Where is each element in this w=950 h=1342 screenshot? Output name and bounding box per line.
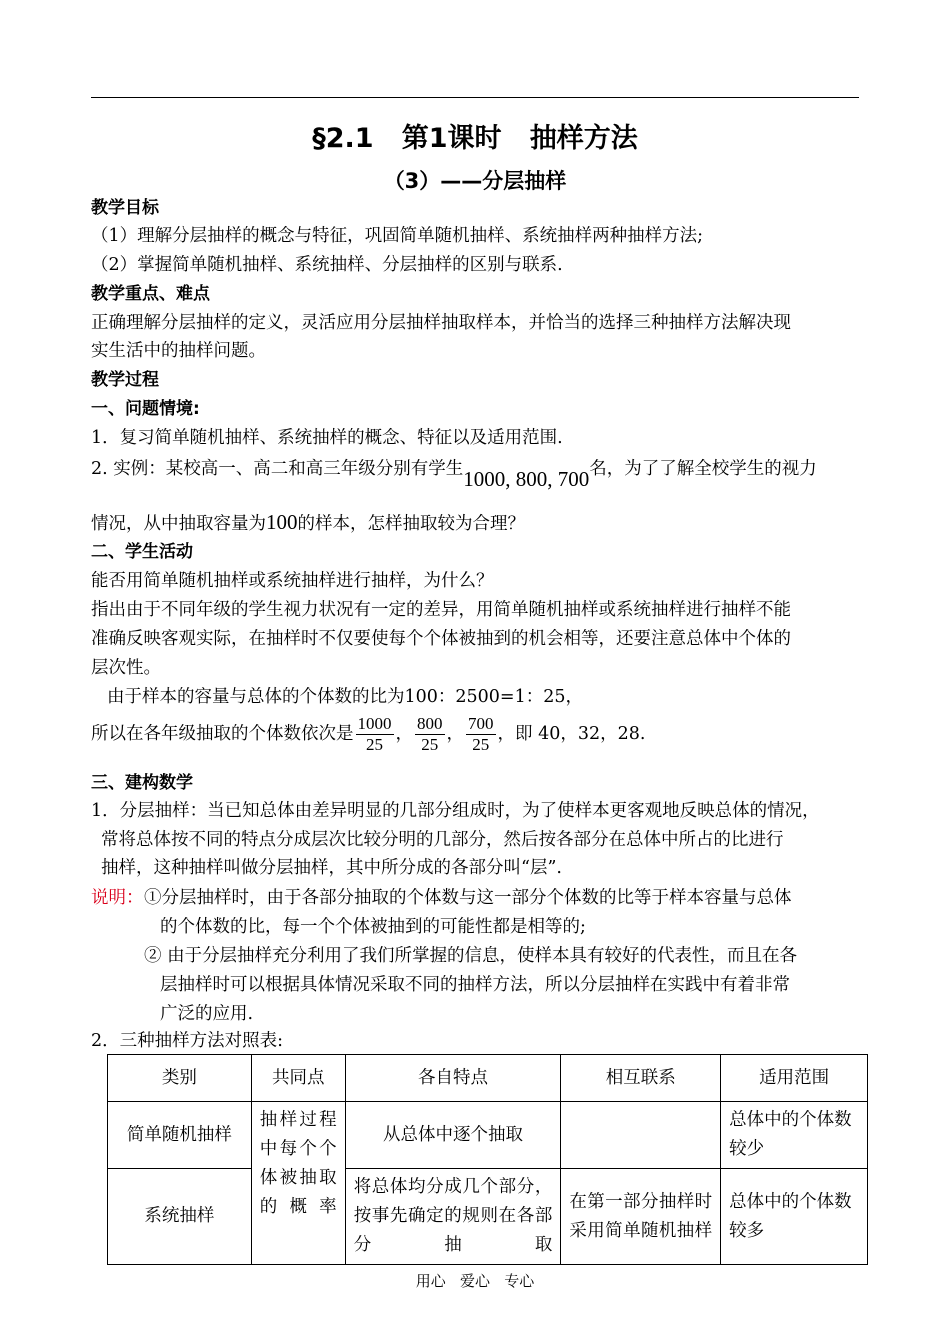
goals-heading: 教学目标 — [91, 198, 159, 218]
s2-ratio: 由于样本的容量与总体的个体数的比为100：2500=1：25， — [107, 687, 584, 707]
row2-feature: 将总体均分成几个部分，按事先确定的规则在各部分抽取 — [345, 1169, 561, 1265]
row1-scope: 总体中的个体数较少 — [721, 1102, 868, 1169]
separator: ， — [446, 724, 464, 744]
row2-relation: 在第一部分抽样时采用简单随机抽样 — [561, 1169, 721, 1265]
key-heading: 教学重点、难点 — [91, 284, 210, 304]
key-line-2: 实生活中的抽样问题。 — [91, 341, 266, 361]
separator: ， — [395, 724, 413, 744]
row1-category: 简单随机抽样 — [108, 1102, 252, 1169]
row2-category: 系统抽样 — [108, 1169, 252, 1265]
table-row — [108, 1102, 868, 1169]
process-heading: 教学过程 — [91, 370, 159, 390]
s1-item-2 — [91, 455, 817, 491]
s2-para-line-3: 层次性。 — [91, 658, 161, 678]
s1-item-1: 1．复习简单随机抽样、系统抽样的概念、特征以及适用范围. — [91, 428, 563, 448]
fraction-3-denominator: 25 — [472, 735, 490, 754]
s1-item-2b-math: 100 — [266, 510, 298, 534]
s2-para-line-1: 指出由于不同年级的学生视力状况有一定的差异，用简单随机抽样或系统抽样进行抽样不能 — [91, 600, 791, 620]
section-2-heading: 二、学生活动 — [91, 542, 193, 562]
table-header-row — [108, 1055, 868, 1102]
header-category: 类别 — [108, 1055, 252, 1102]
fraction-1 — [356, 714, 394, 755]
s2-para-line-2: 准确反映客观实际，在抽样时不仅要使每个个体被抽到的机会相等，还要注意总体中个体的 — [91, 629, 791, 649]
table-caption: 2．三种抽样方法对照表: — [91, 1031, 284, 1051]
note-1-line-1: ①分层抽样时，由于各部分抽取的个体数与这一部分个体数的比等于样本容量与总体 — [144, 888, 792, 908]
row2-scope: 总体中的个体数较多 — [721, 1169, 868, 1265]
s1-item-2-math: 1000, 800, 700 — [463, 467, 590, 491]
table-row — [108, 1169, 868, 1265]
comparison-table — [107, 1054, 868, 1265]
header-rule — [91, 97, 859, 98]
fraction-1-numerator: 1000 — [357, 714, 392, 733]
s1-item-2b-post: 的样本，怎样抽取较为合理？ — [297, 514, 525, 534]
header-scope: 适用范围 — [721, 1055, 868, 1102]
definition-line-1: 1．分层抽样：当已知总体由差异明显的几部分组成时，为了使样本更客观地反映总体的情况， — [91, 801, 820, 821]
page-footer: 用心 爱心 专心 — [415, 1272, 535, 1290]
s2-allocation-pre: 所以在各年级抽取的个体数依次是 — [91, 724, 354, 744]
fraction-2-denominator: 25 — [421, 735, 439, 754]
row1-relation — [561, 1102, 721, 1169]
s2-allocation-post: ，即 40，32，28. — [497, 724, 646, 744]
note-label: 说明： — [91, 888, 144, 908]
fraction-2 — [415, 714, 445, 755]
section-3-heading: 三、建构数学 — [91, 773, 193, 793]
header-features: 各自特点 — [345, 1055, 561, 1102]
fraction-3 — [466, 714, 496, 755]
s1-item-2-pre: 2. 实例：某校高一、高二和高三年级分别有学生 — [91, 459, 464, 479]
s1-item-2-post: 名，为了了解全校学生的视力 — [589, 459, 817, 479]
page-subtitle: （3）——分层抽样 — [383, 169, 567, 193]
row1-feature: 从总体中逐个抽取 — [345, 1102, 561, 1169]
s1-item-2b-pre: 情况，从中抽取容量为 — [91, 514, 266, 534]
note-1-line-2: 的个体数的比，每一个个体被抽到的可能性都是相等的; — [160, 917, 586, 937]
note-2-line-2: 层抽样时可以根据具体情况采取不同的抽样方法，所以分层抽样在实践中有着非常 — [160, 975, 790, 995]
section-1-heading: 一、问题情境: — [91, 399, 200, 419]
s2-allocation — [91, 714, 645, 755]
header-common: 共同点 — [251, 1055, 345, 1102]
s1-item-2b — [91, 510, 525, 536]
header-relation: 相互联系 — [561, 1055, 721, 1102]
fraction-3-numerator: 700 — [468, 714, 494, 733]
note-2-line-1: ② 由于分层抽样充分利用了我们所掌握的信息，使样本具有较好的代表性，而且在各 — [144, 946, 798, 966]
fraction-1-denominator: 25 — [366, 735, 383, 754]
fraction-2-numerator: 800 — [417, 714, 443, 733]
common-cell: 抽样过程中每个个体被抽取的概率 — [251, 1102, 345, 1265]
definition-line-2: 常将总体按不同的特点分成层次比较分明的几部分，然后按各部分在总体中所占的比进行 — [101, 830, 784, 850]
definition-line-3: 抽样，这种抽样叫做分层抽样，其中所分成的各部分叫“层”. — [101, 858, 562, 878]
key-line-1: 正确理解分层抽样的定义，灵活应用分层抽样抽取样本，并恰当的选择三种抽样方法解决现 — [91, 313, 791, 333]
note-2-line-3: 广泛的应用. — [160, 1004, 254, 1024]
goal-2: （2）掌握简单随机抽样、系统抽样、分层抽样的区别与联系. — [91, 255, 563, 275]
goal-1: （1）理解分层抽样的概念与特征，巩固简单随机抽样、系统抽样两种抽样方法; — [91, 226, 704, 246]
page-title: §2.1 第1课时 抽样方法 — [312, 123, 638, 154]
s2-question: 能否用简单随机抽样或系统抽样进行抽样，为什么？ — [91, 571, 494, 591]
